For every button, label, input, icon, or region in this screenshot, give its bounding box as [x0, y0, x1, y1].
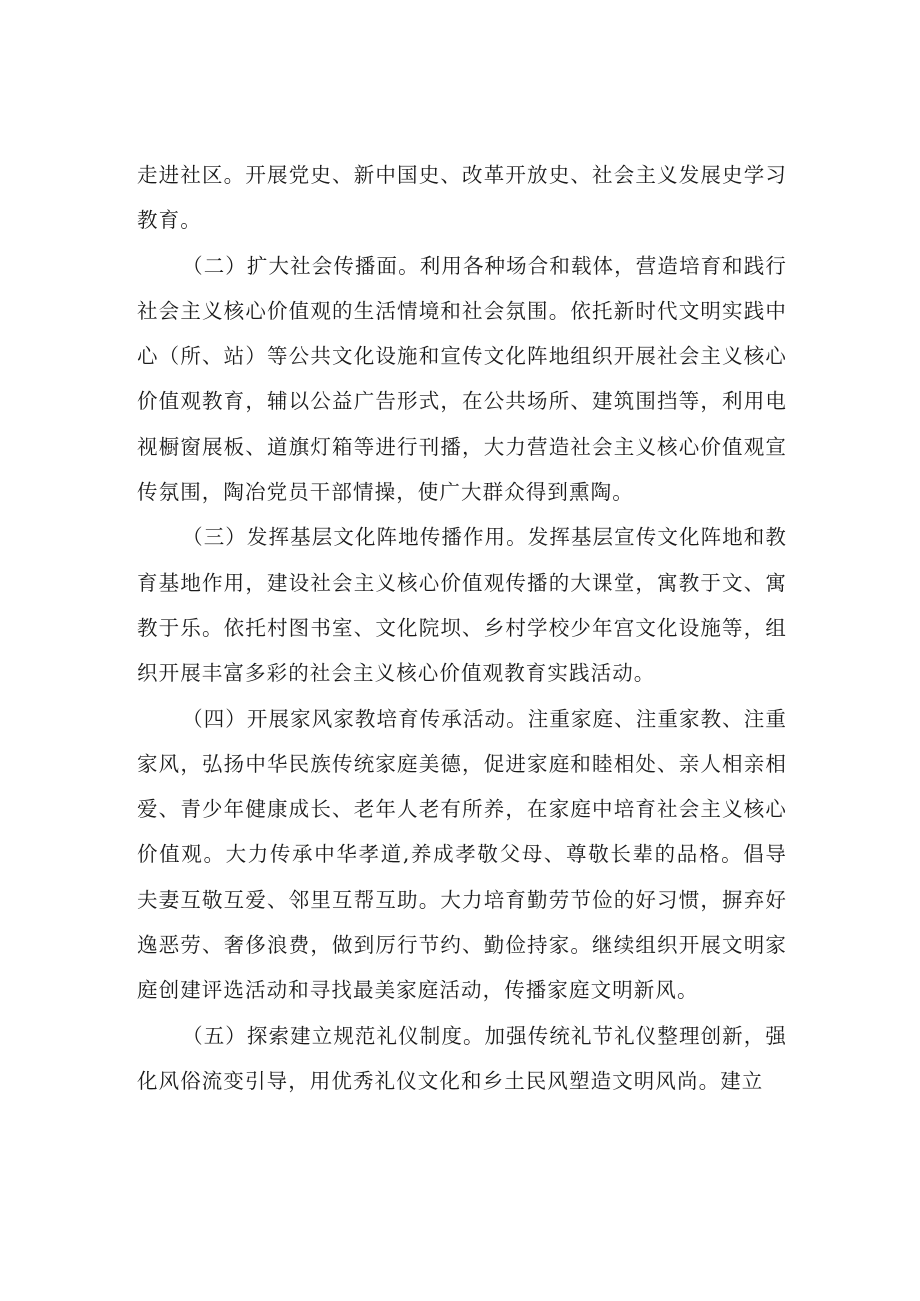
- paragraph-section-2: （二）扩大社会传播面。利用各种场合和载体，营造培育和践行社会主义核心价值观的生活情境和社会氛围。依托新时代文明实践中心（所、站）等公共文化设施和宣传文化阵地组织开展社会主义核心价值观教育，辅以公益广告形式，在公共场所、建筑围挡等，利用电视橱窗展板、道旗灯箱等进行刊播，大力营造社会主义核心价值观宣传氛围，陶冶党员干部情操，使广大群众得到熏陶。: [137, 253, 787, 505]
- paragraph-section-5: （五）探索建立规范礼仪制度。加强传统礼节礼仪整理创新，强化风俗流变引导，用优秀礼仪文化和乡土民风塑造文明风尚。建立: [137, 1023, 787, 1093]
- body-text: [137, 153, 787, 1104]
- paragraph-section-4: （四）开展家风家教培育传承活动。注重家庭、注重家教、注重家风，弘扬中华民族传统家庭美德，促进家庭和睦相处、亲人相亲相爱、青少年健康成长、老年人老有所养，在家庭中培育社会主义核心价值观。大力传承中华孝道,养成孝敬父母、尊敬长辈的品格。倡导夫妻互敬互爱、邻里互帮互助。大力培育勤劳节俭的好习惯，摒弃好逸恶劳、奢侈浪费，做到厉行节约、勤俭持家。继续组织开展文明家庭创建评选活动和寻找最美家庭活动，传播家庭文明新风。: [137, 706, 787, 1003]
- paragraph-continuation: 走进社区。开展党史、新中国史、改革开放史、社会主义发展史学习教育。: [137, 163, 787, 233]
- paragraph-section-3: （三）发挥基层文化阵地传播作用。发挥基层宣传文化阵地和教育基地作用，建设社会主义核心价值观传播的大课堂，寓教于文、寓教于乐。依托村图书室、文化院坝、乡村学校少年宫文化设施等，组织开展丰富多彩的社会主义核心价值观教育实践活动。: [137, 525, 787, 686]
